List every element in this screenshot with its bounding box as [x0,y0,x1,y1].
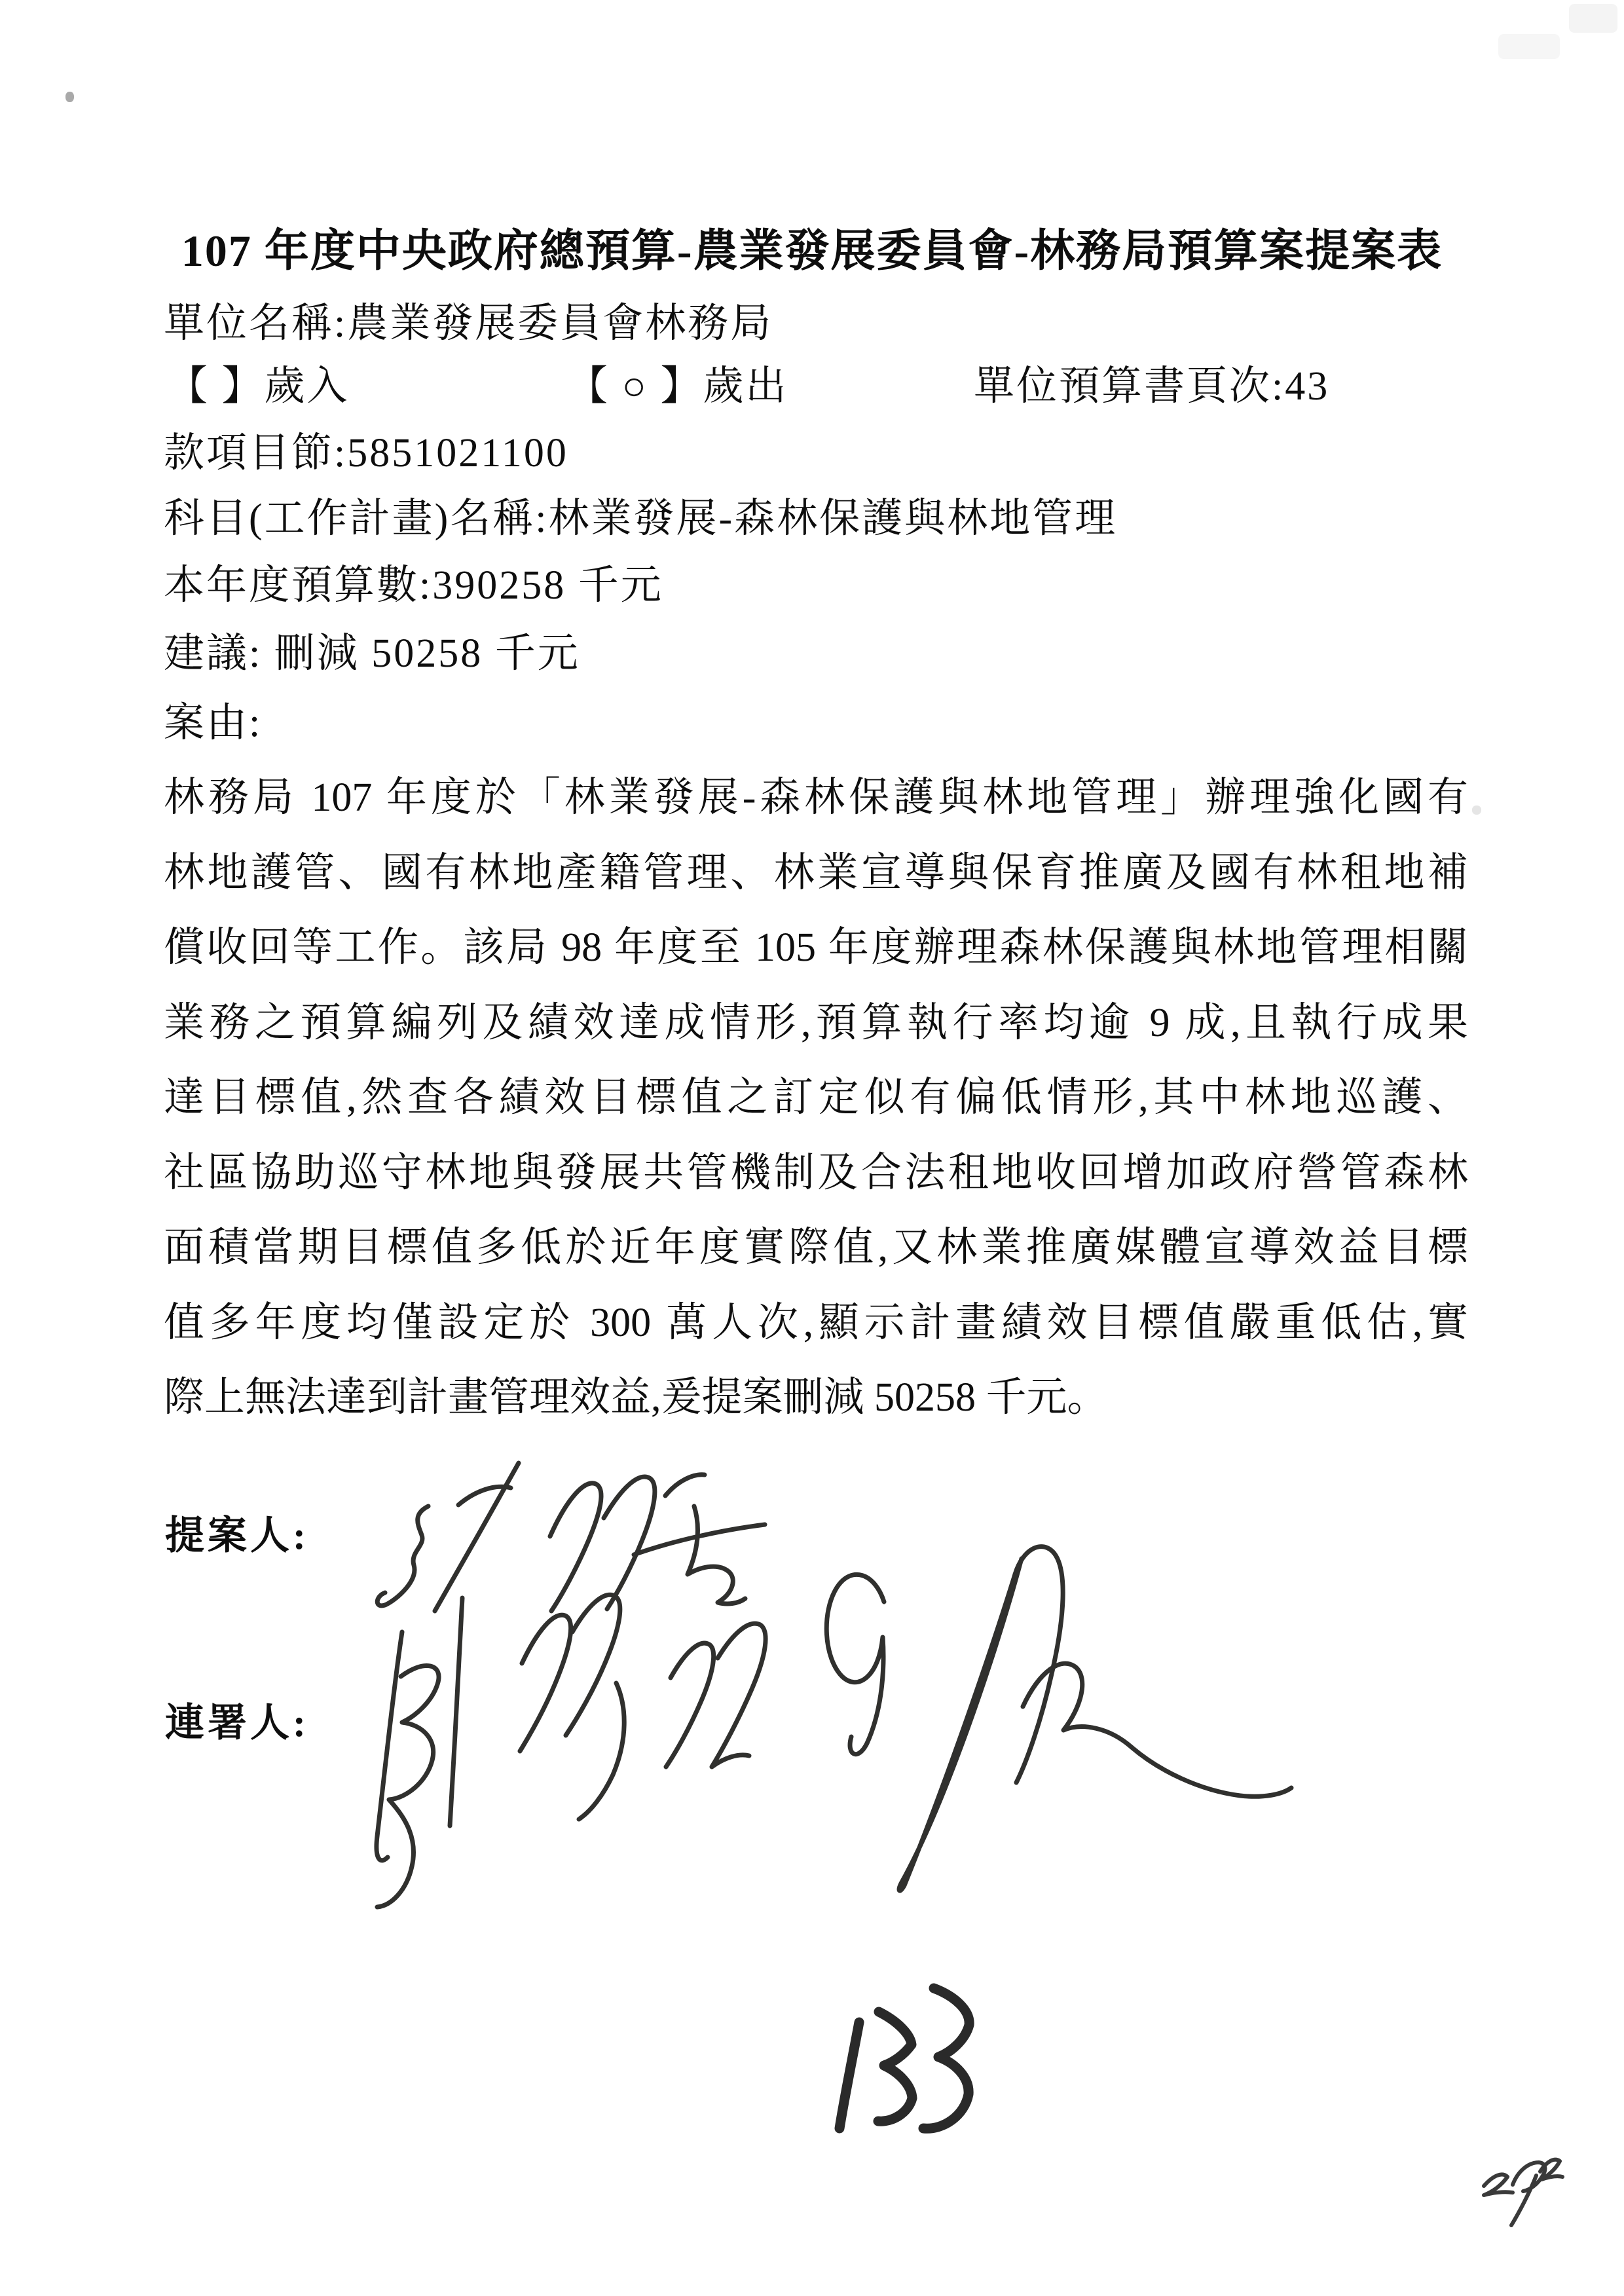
case-paragraph-line: 償收回等工作。該局 98 年度至 105 年度辦理森林保護與林地管理相關 [164,925,1468,970]
expenditure-option-checked: 【 ○ 】歲出 [567,364,788,409]
revenue-option-unchecked: 【 】歲入 [167,364,350,409]
subject-work-plan-line: 科目(工作計畫)名稱:林業發展-森林保護與林地管理 [164,496,1118,541]
case-paragraph-line: 面積當期目標值多低於近年度實際值,又林業推廣媒體宣導效益目標 [164,1225,1468,1270]
handwritten-corner-mark [1484,2160,1562,2225]
case-paragraph-line: 際上無法達到計畫管理效益,爰提案刪減 50258 千元。 [164,1375,1108,1420]
case-paragraph-line: 社區協助巡守林地與發展共管機制及合法租地收回增加政府營管森林 [164,1151,1468,1195]
case-paragraph-line: 達目標值,然查各績效目標值之訂定似有偏低情形,其中林地巡護、 [164,1075,1468,1120]
case-paragraph-line: 值多年度均僅設定於 300 萬人次,顯示計畫績效目標值嚴重低估,實 [164,1301,1468,1345]
document-title: 107 年度中央政府總預算-農業發展委員會-林務局預算案提案表 [181,226,1443,276]
handwritten-page-number [840,1988,969,2128]
case-paragraph-line: 林務局 107 年度於「林業發展-森林保護與林地管理」辦理強化國有 [164,775,1468,820]
unit-name-line: 單位名稱:農業發展委員會林務局 [164,301,773,346]
case-paragraph-line: 林地護管、國有林地產籍管理、林業宣導與保育推廣及國有林租地補 [164,851,1468,895]
cosigner-signature-1 [377,1595,766,1907]
budget-book-page-ref: 單位預算書頁次:43 [974,364,1330,409]
case-reason-label: 案由: [164,701,263,745]
current-year-budget-line: 本年度預算數:390258 千元 [164,563,663,608]
cosigner-signature-2 [826,1547,1291,1891]
cosigner-label: 連署人: [165,1701,309,1745]
proposer-label: 提案人: [165,1514,309,1557]
case-paragraph-line: 業務之預算編列及績效達成情形,預算執行率均逾 9 成,且執行成果 [164,1001,1468,1045]
item-code-line: 款項目節:5851021100 [164,431,568,475]
proposer-signature [377,1463,765,1611]
suggestion-line: 建議: 刪減 50258 千元 [164,631,580,676]
